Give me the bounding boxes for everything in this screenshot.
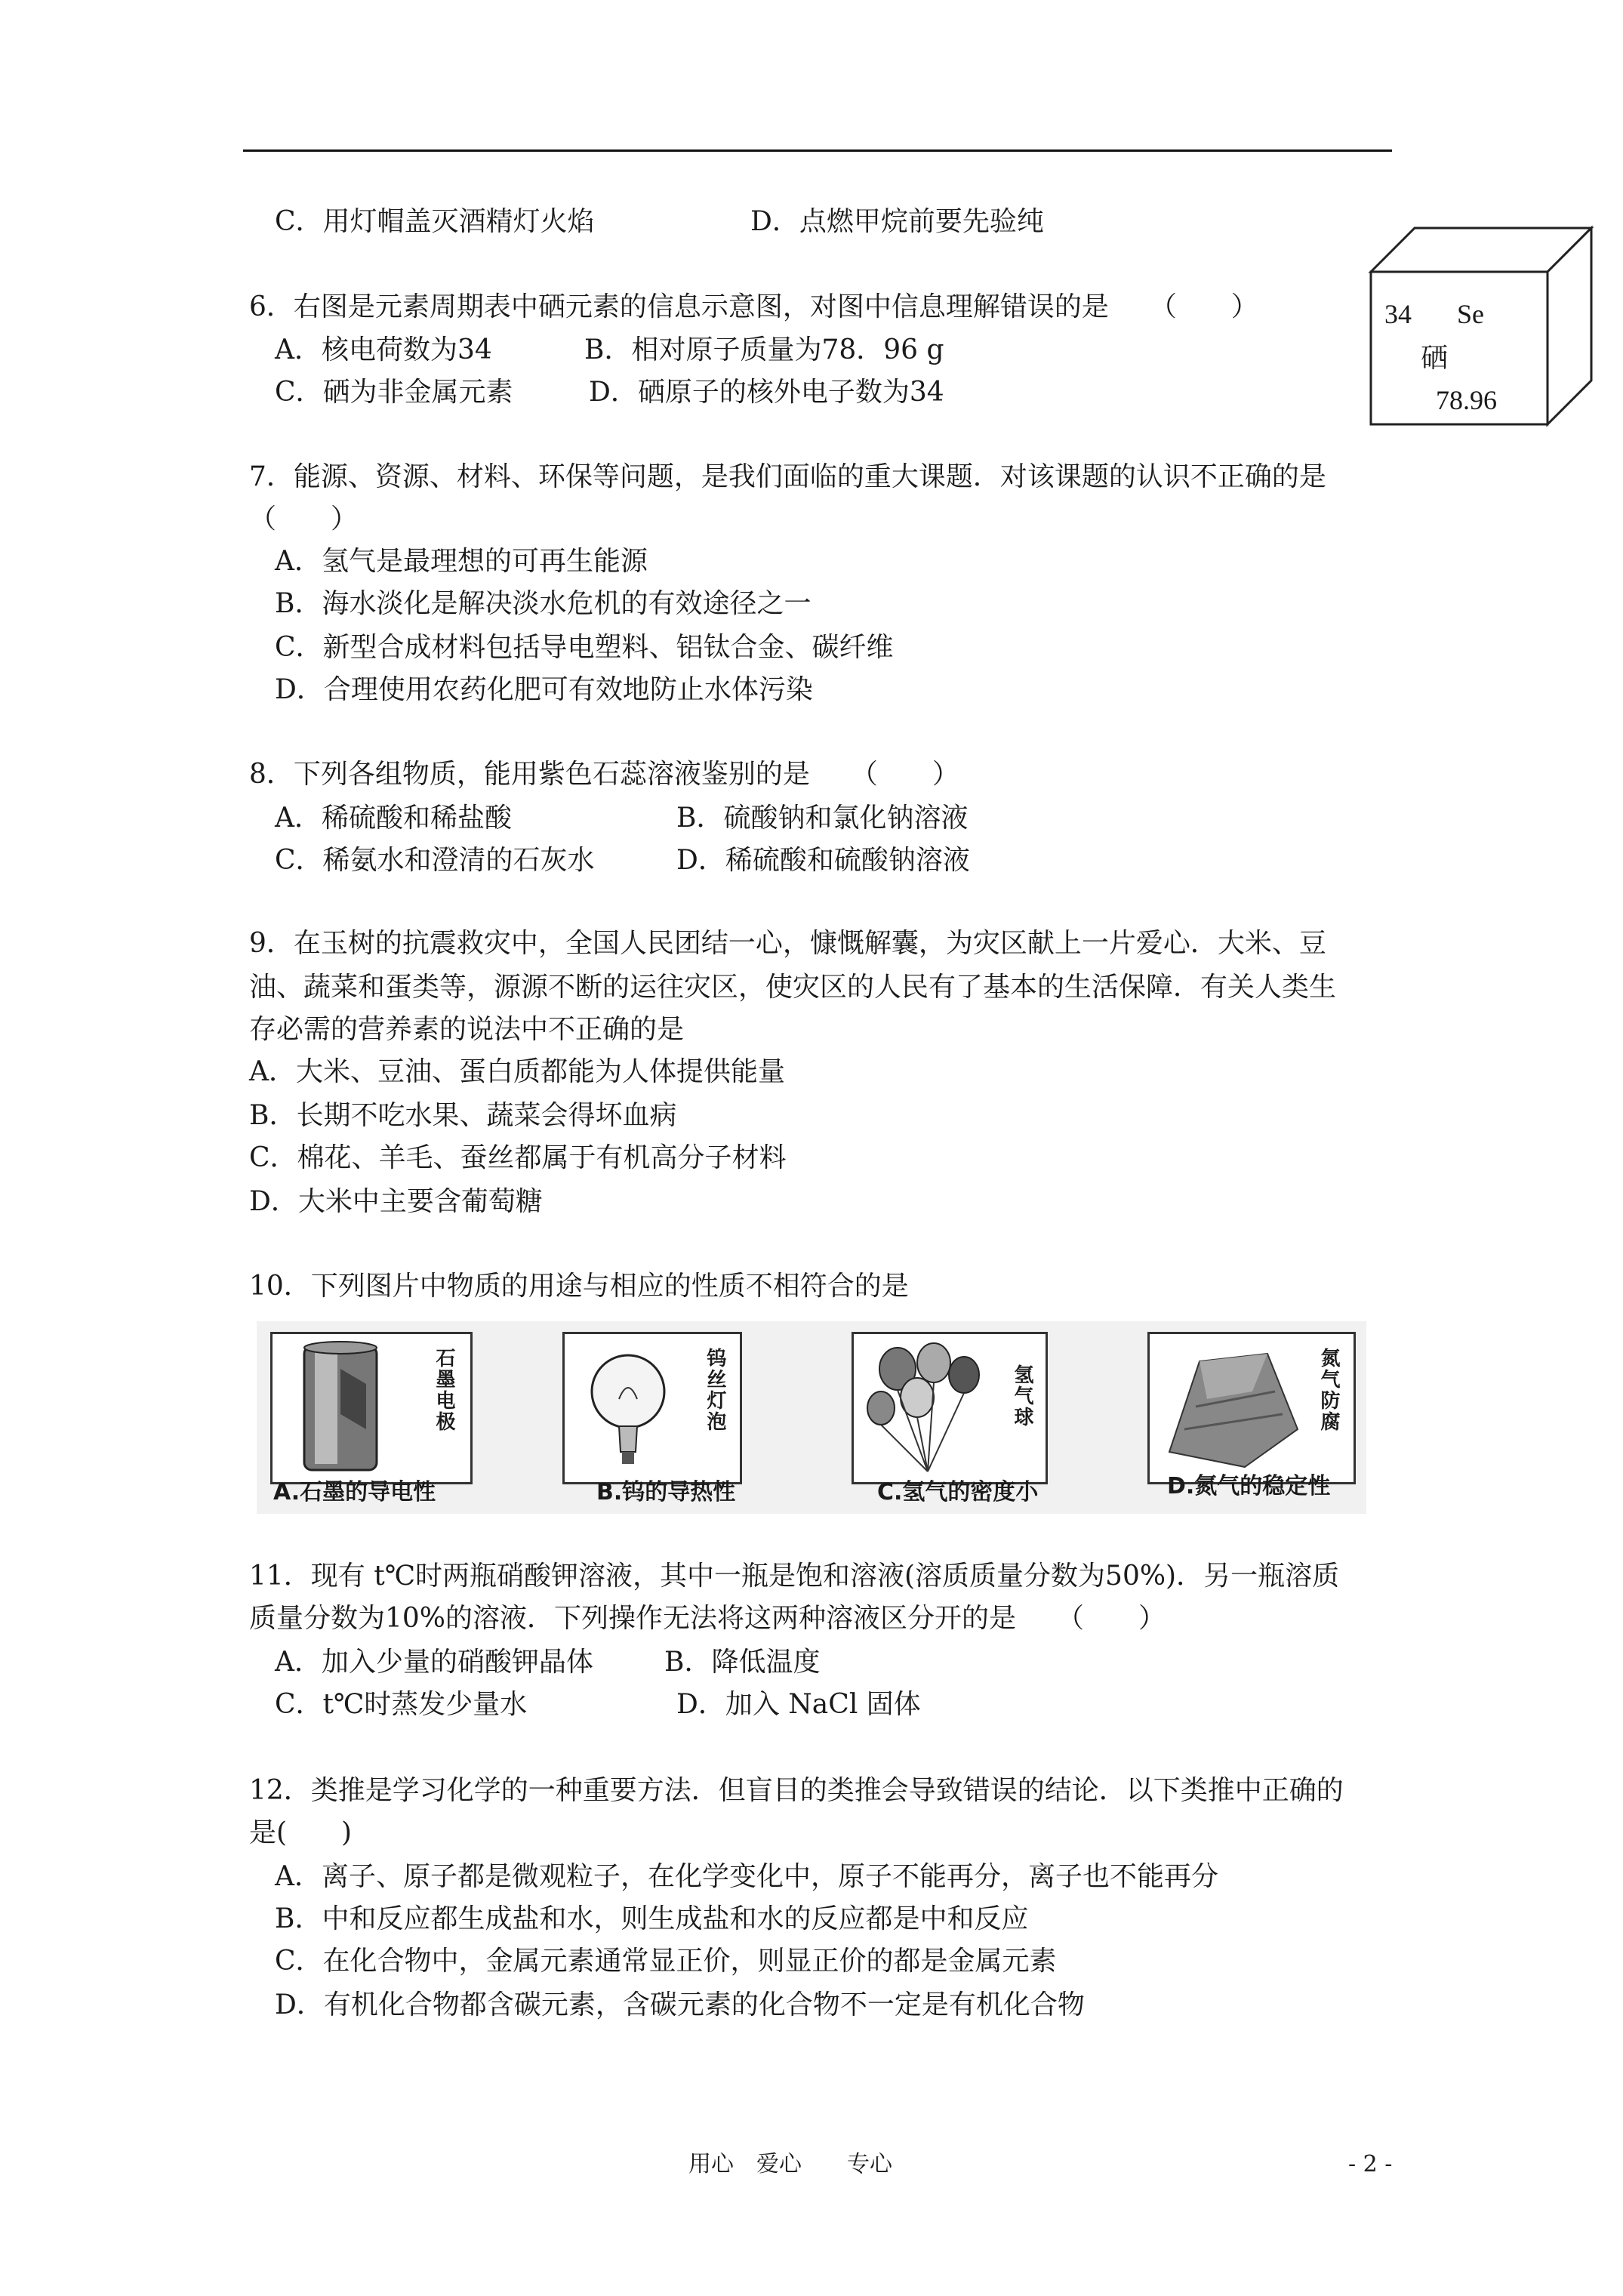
light-bulb-icon bbox=[569, 1339, 682, 1478]
q7-stem-line1: 7．能源、资源、材料、环保等问题，是我们面临的重大课题．对该课题的认识不正确的是 bbox=[249, 461, 1326, 492]
caption-c: C.氢气的密度小 bbox=[877, 1479, 1039, 1505]
q6-option-a: A．核电荷数为34 bbox=[275, 334, 492, 365]
panel-balloons bbox=[852, 1332, 1048, 1484]
q7-option-d: D．合理使用农药化肥可有效地防止水体污染 bbox=[275, 674, 813, 705]
q8-option-d: D．稀硫酸和硫酸钠溶液 bbox=[676, 845, 970, 876]
q9-stem-line1: 9．在玉树的抗震救灾中，全国人民团结一心，慷慨解囊，为灾区献上一片爱心．大米、豆 bbox=[249, 928, 1326, 959]
panel-c-label: 氢气球 bbox=[1011, 1364, 1033, 1428]
q6-stem: 6．右图是元素周期表中硒元素的信息示意图，对图中信息理解错误的是 （ ） bbox=[249, 291, 1258, 322]
atomic-mass: 78.96 bbox=[1436, 385, 1497, 415]
page-number: - 2 - bbox=[1348, 2151, 1393, 2177]
q5-option-d: D．点燃甲烷前要先验纯 bbox=[750, 206, 1044, 237]
q11-stem-line1: 11．现有 t℃时两瓶硝酸钾溶液，其中一瓶是饱和溶液(溶质质量分数为50%)．另一瓶溶质 bbox=[249, 1561, 1340, 1592]
balloons-icon bbox=[858, 1339, 994, 1478]
panel-b-label: 钨丝灯泡 bbox=[704, 1348, 726, 1432]
selenium-element-card bbox=[1368, 225, 1594, 429]
q11-option-a: A．加入少量的硝酸钾晶体 bbox=[275, 1647, 593, 1678]
q5-option-c: C．用灯帽盖灭酒精灯火焰 bbox=[275, 206, 595, 237]
caption-a: A.石墨的导电性 bbox=[273, 1479, 436, 1505]
panel-d-label: 氮气防腐 bbox=[1317, 1348, 1340, 1432]
q7-option-b: B．海水淡化是解决淡水危机的有效途径之一 bbox=[275, 588, 812, 619]
q9-option-c: C．棉花、羊毛、蚕丝都属于有机高分子材料 bbox=[249, 1142, 787, 1173]
q7-option-a: A．氢气是最理想的可再生能源 bbox=[275, 546, 648, 577]
q12-option-a: A．离子、原子都是微观粒子，在化学变化中，原子不能再分，离子也不能再分 bbox=[275, 1861, 1218, 1892]
panel-graphite bbox=[270, 1332, 473, 1484]
q8-option-a: A．稀硫酸和稀盐酸 bbox=[275, 803, 512, 834]
panel-food-package bbox=[1147, 1332, 1356, 1484]
panel-bulb bbox=[562, 1332, 742, 1484]
element-symbol: Se bbox=[1457, 299, 1484, 329]
q12-stem-line1: 12．类推是学习化学的一种重要方法．但盲目的类推会导致错误的结论．以下类推中正确的 bbox=[249, 1775, 1344, 1806]
q9-option-b: B．长期不吃水果、蔬菜会得坏血病 bbox=[249, 1100, 677, 1131]
q9-stem-line2: 油、蔬菜和蛋类等，源源不断的运往灾区，使灾区的人民有了基本的生活保障．有关人类生 bbox=[249, 972, 1337, 1003]
q8-option-b: B．硫酸钠和氯化钠溶液 bbox=[676, 803, 969, 834]
q7-option-c: C．新型合成材料包括导电塑料、铝钛合金、碳纤维 bbox=[275, 632, 894, 663]
q12-option-d: D．有机化合物都含碳元素，含碳元素的化合物不一定是有机化合物 bbox=[275, 1989, 1085, 2020]
q6-option-b: B．相对原子质量为78．96 g bbox=[584, 334, 944, 365]
q10-picture-strip bbox=[257, 1321, 1366, 1514]
q9-stem-line3: 存必需的营养素的说法中不正确的是 bbox=[249, 1014, 685, 1045]
panel-a-label: 石墨电极 bbox=[433, 1348, 455, 1432]
q11-option-d: D．加入 NaCl 固体 bbox=[676, 1689, 921, 1720]
q11-stem-line2: 质量分数为10%的溶液．下列操作无法将这两种溶液区分开的是 （ ） bbox=[249, 1603, 1166, 1634]
caption-b: B.钨的导热性 bbox=[596, 1479, 736, 1505]
atomic-number: 34 bbox=[1384, 299, 1412, 329]
q12-stem-line2: 是( ) bbox=[249, 1817, 353, 1848]
q8-option-c: C．稀氨水和澄清的石灰水 bbox=[275, 845, 595, 876]
q10-stem: 10．下列图片中物质的用途与相应的性质不相符合的是 bbox=[249, 1271, 909, 1302]
q12-option-b: B．中和反应都生成盐和水，则生成盐和水的反应都是中和反应 bbox=[275, 1903, 1029, 1934]
graphite-electrode-icon bbox=[277, 1339, 405, 1478]
element-name: 硒 bbox=[1421, 343, 1449, 373]
caption-d: D.氮气的稳定性 bbox=[1167, 1473, 1331, 1499]
q11-option-b: B．降低温度 bbox=[664, 1647, 821, 1678]
q8-stem: 8．下列各组物质，能用紫色石蕊溶液鉴别的是 （ ） bbox=[249, 759, 959, 790]
header-rule bbox=[243, 149, 1392, 152]
q6-option-d: D．硒原子的核外电子数为34 bbox=[589, 377, 944, 408]
q6-option-c: C．硒为非金属元素 bbox=[275, 377, 513, 408]
q12-option-c: C．在化合物中，金属元素通常显正价，则显正价的都是金属元素 bbox=[275, 1946, 1057, 1977]
q11-option-c: C．t℃时蒸发少量水 bbox=[275, 1689, 528, 1720]
q7-stem-line2: （ ） bbox=[249, 504, 359, 535]
footer-motto: 用心 爱心 专心 bbox=[688, 2151, 892, 2177]
q9-option-d: D．大米中主要含葡萄糖 bbox=[249, 1186, 543, 1217]
food-package-icon bbox=[1154, 1339, 1305, 1478]
q9-option-a: A．大米、豆油、蛋白质都能为人体提供能量 bbox=[249, 1056, 785, 1087]
